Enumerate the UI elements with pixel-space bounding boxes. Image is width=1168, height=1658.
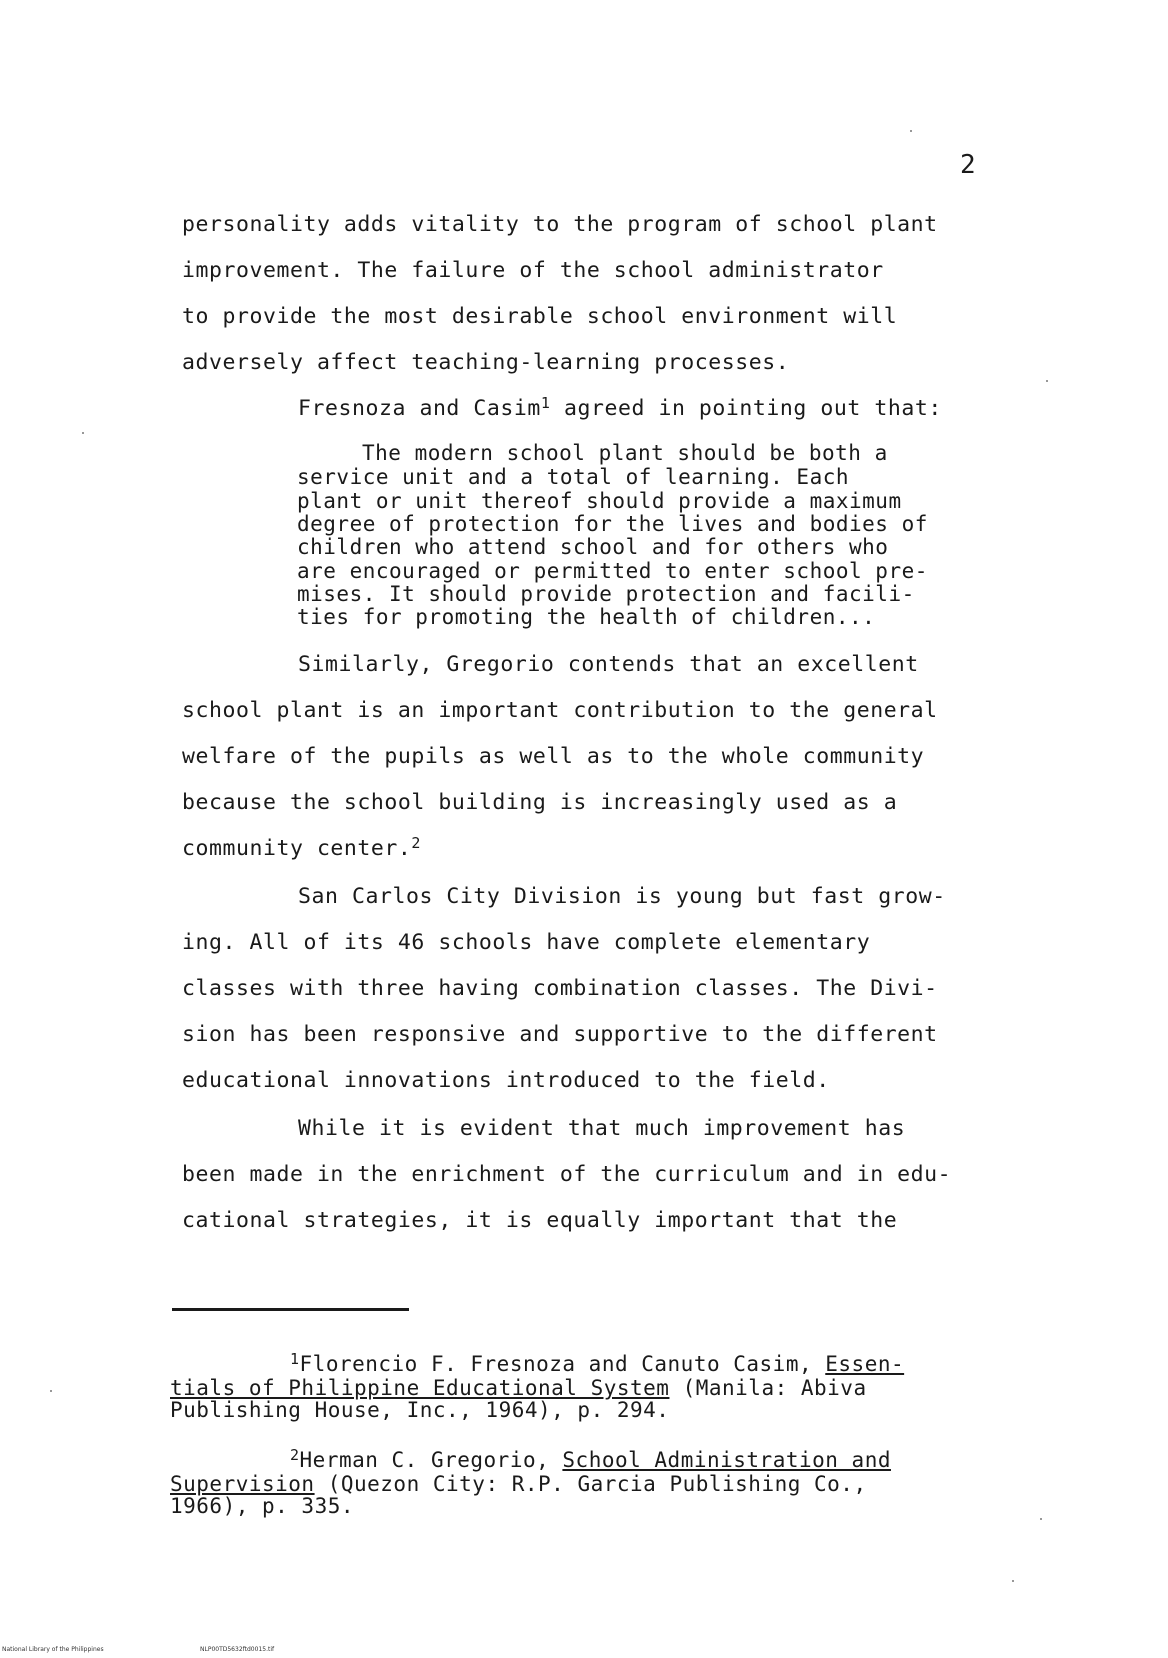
intro-text: Fresnoza and Casim	[298, 396, 541, 421]
footnote-marker: 1	[290, 1350, 300, 1368]
scan-speck	[1046, 380, 1048, 382]
text-line: been made in the enrichment of the curriculum and in edu-	[182, 1162, 952, 1187]
footnote-line	[170, 1376, 867, 1400]
footnote-line	[170, 1472, 867, 1496]
footnote-line	[290, 1352, 904, 1376]
scan-speck	[910, 130, 912, 132]
quote-line: The modern school plant should be both a	[362, 441, 888, 465]
text-line: ing. All of its 46 schools have complete elementary	[182, 930, 871, 955]
quote-line: degree of protection for the lives and bodies of	[297, 512, 928, 536]
footnote-ref-2: 2	[411, 834, 421, 852]
scan-speck	[1012, 1580, 1014, 1582]
footnote-marker: 2	[290, 1446, 300, 1464]
intro-text: agreed in pointing out that:	[550, 396, 942, 421]
scan-speck	[82, 432, 84, 434]
text-line: to provide the most desirable school environment will	[182, 304, 898, 329]
quote-line: children who attend school and for others who	[297, 535, 889, 559]
text-line: sion has been responsive and supportive to the different	[182, 1022, 938, 1047]
footnote-line: 1966), p. 335.	[170, 1494, 355, 1518]
page-number: 2	[960, 150, 976, 180]
book-title: Essen-	[825, 1352, 905, 1376]
text-line: San Carlos City Division is young but fast grow-	[298, 884, 946, 909]
footnote-text: Florencio F. Fresnoza and Canuto Casim,	[299, 1352, 826, 1376]
text-span: community center.	[182, 836, 412, 861]
footnote-ref-1: 1	[540, 394, 551, 412]
text-line: While it is evident that much improvement has	[298, 1116, 906, 1141]
text-line: Similarly, Gregorio contends that an excellent	[298, 652, 919, 677]
text-line: cational strategies, it is equally important that the	[182, 1208, 898, 1233]
footnote-separator	[172, 1308, 409, 1311]
footnote-text: (Manila: Abiva	[669, 1376, 867, 1400]
text-line: educational innovations introduced to the field.	[182, 1068, 830, 1093]
quote-line: ties for promoting the health of children...	[297, 605, 876, 629]
text-line: improvement. The failure of the school administrator	[182, 258, 884, 283]
book-title: Supervision	[170, 1472, 315, 1496]
scan-speck	[50, 1390, 52, 1392]
text-line: personality adds vitality to the program of school plant	[182, 212, 938, 237]
scan-speck	[1040, 1518, 1042, 1520]
quote-line: are encouraged or permitted to enter school pre-	[297, 559, 928, 583]
text-line: classes with three having combination classes. The Divi-	[182, 976, 938, 1001]
text-line: because the school building is increasingly used as a	[182, 790, 898, 815]
text-line: adversely affect teaching-learning processes.	[182, 350, 790, 375]
scan-footer-filename: NLP00TD5632ftd0015.tif	[200, 1646, 275, 1653]
footnote-text: (Quezon City: R.P. Garcia Publishing Co.,	[314, 1472, 867, 1496]
book-title: School Administration and	[562, 1448, 891, 1472]
book-title: tials of Philippine Educational System	[170, 1376, 670, 1400]
quote-line: service unit and a total of learning. Each	[297, 465, 850, 489]
text-line: school plant is an important contribution to the general	[182, 698, 938, 723]
footnote-line	[290, 1448, 891, 1472]
text-line: welfare of the pupils as well as to the whole community	[182, 744, 925, 769]
footnote-line: Publishing House, Inc., 1964), p. 294.	[170, 1398, 670, 1422]
quote-line: mises. It should provide protection and facili-	[297, 582, 915, 606]
footnote-text: Herman C. Gregorio,	[299, 1448, 563, 1472]
text-line	[182, 836, 421, 861]
scan-footer-library: National Library of the Philippines	[2, 1646, 104, 1653]
quote-intro	[298, 396, 942, 421]
quote-line: plant or unit thereof should provide a maximum	[297, 489, 902, 513]
